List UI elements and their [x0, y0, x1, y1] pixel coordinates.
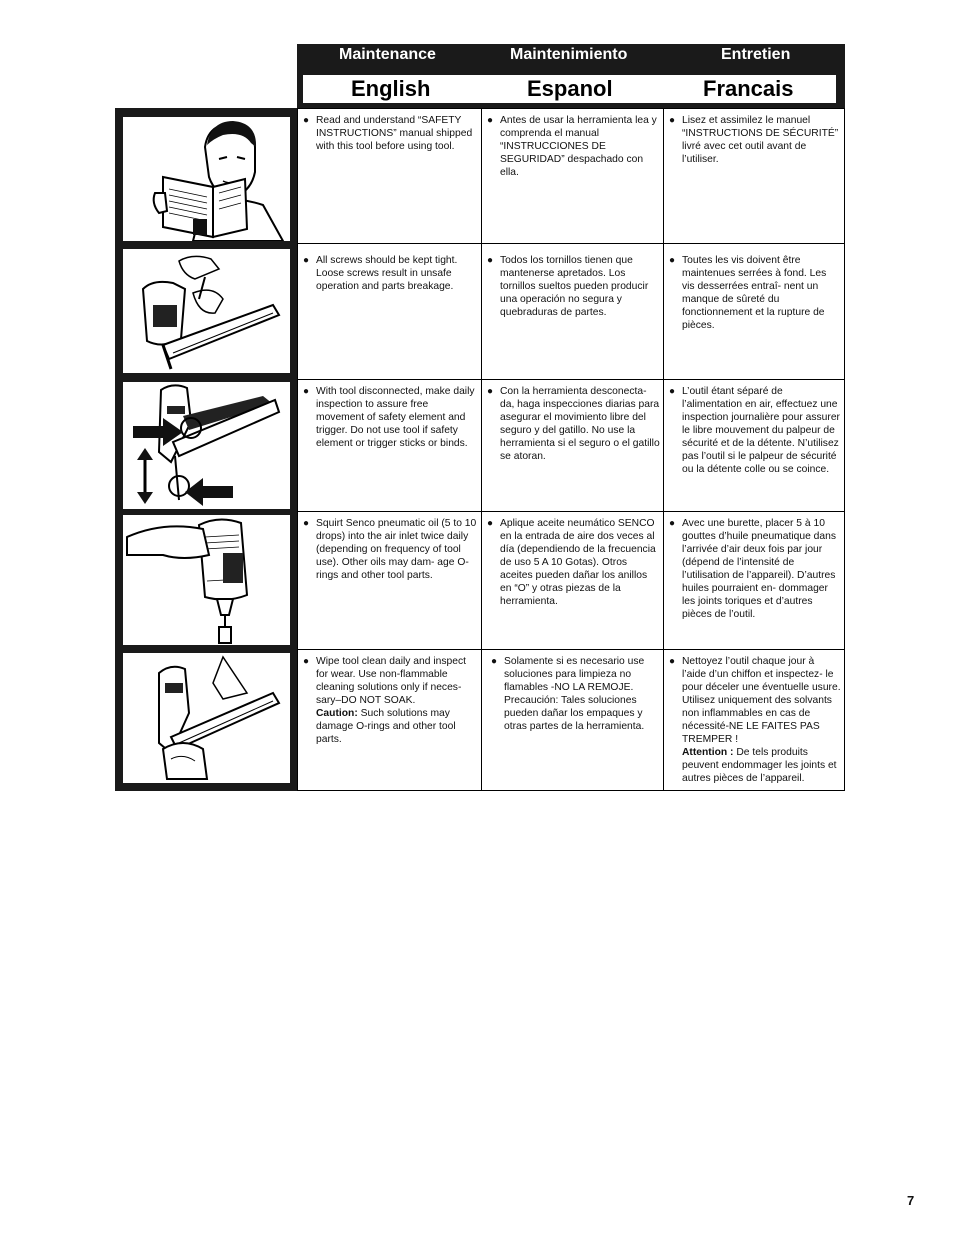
row1-french-cell	[663, 108, 845, 244]
row3-spanish-cell	[481, 379, 664, 512]
row3-french-text: L’outil étant séparé de l’alimentation en air, effectuez une inspection journalière pour assurer le libre mouvement du palpeur de sécurité et de la détente. N’utilisez pas l’outil si le palpeur de sécurité ou la détente colle ou se coince.	[682, 386, 840, 475]
bullet-icon: ●	[487, 115, 494, 126]
bullet-icon: ●	[669, 386, 676, 397]
header-maintenimiento: Maintenimiento	[510, 46, 628, 63]
row3-french-cell	[663, 379, 845, 512]
bullet-icon: ●	[669, 518, 676, 529]
language-bar	[303, 75, 836, 103]
row5-spanish-cell	[481, 649, 664, 791]
row2-french-cell	[663, 243, 845, 380]
row2-french-text: Toutes les vis doivent être maintenues serrées à fond. Les vis desserrées entraî- nent un manque de sûreté du fonctionnement et la rupture de pièces.	[682, 255, 827, 331]
row2-english-text: All screws should be kept tight. Loose screws result in unsafe operation and parts breakage.	[316, 255, 458, 292]
row5-english-caution-text: Such solutions may damage O-rings and other tool parts.	[316, 708, 456, 745]
row5-english-text: Wipe tool clean daily and inspect for wear. Use non-flammable cleaning solutions only if neces- sary–DO NOT SOAK.	[316, 656, 466, 706]
bullet-icon: ●	[303, 386, 310, 397]
wipe-tool-clean-icon	[123, 653, 290, 783]
bullet-icon: ●	[303, 115, 310, 126]
bullet-icon: ●	[303, 656, 310, 667]
row4-english-cell	[297, 511, 482, 650]
inspect-safety-element-icon	[123, 382, 290, 509]
row1-spanish-cell	[481, 108, 664, 244]
page-number: 7	[907, 1193, 915, 1208]
row5-spanish-text: Solamente si es necesario use soluciones para limpieza no flamables -NO LA REMOJE. Precaución: Tales soluciones pueden dañar los empaques y otras partes de la herramienta.	[504, 656, 645, 732]
section-header	[297, 44, 845, 108]
bullet-icon: ●	[303, 255, 310, 266]
row3-english-text: With tool disconnected, make daily inspection to assure free movement of safety element and trigger. Do not use tool if safety element or trigger sticks or binds.	[316, 386, 475, 449]
header-entretien: Entretien	[721, 46, 791, 63]
tighten-screws-icon	[123, 249, 290, 373]
row2-spanish-cell	[481, 243, 664, 380]
row5-french-cell	[663, 649, 845, 791]
row5-french-attention-text: De tels produits peuvent endommager les joints et autres pièces de l’appareil.	[682, 747, 837, 784]
row5-french-attention-label: Attention :	[682, 747, 734, 758]
bullet-icon: ●	[303, 518, 310, 529]
row3-english-cell	[297, 379, 482, 512]
language-espanol: Espanol	[527, 76, 613, 101]
row4-french-cell	[663, 511, 845, 650]
row1-english-text: Read and understand “SAFETY INSTRUCTIONS” manual shipped with this tool before using tool.	[316, 115, 473, 152]
row1-spanish-text: Antes de usar la herramienta lea y comprenda el manual “INSTRUCCIONES DE SEGURIDAD” despachado con ella.	[500, 115, 657, 178]
bullet-icon: ●	[487, 518, 494, 529]
row4-french-text: Avec une burette, placer 5 à 10 gouttes d’huile pneumatique dans l’arrivée d’air deux fois par jour (dépend de l’intensité de l’utilisation de l’appareil). D’autres huiles pourraient en- dommager les joints toriques et d’autres pièces de l’outil.	[682, 518, 836, 620]
row5-english-cell	[297, 649, 482, 791]
language-english: English	[351, 76, 431, 101]
oil-bottle-icon	[123, 515, 290, 645]
row5-english-caution-label: Caution:	[316, 708, 358, 719]
row3-spanish-text: Con la herramienta desconecta- da, haga inspecciones diarias para asegurar el movimiento libre del seguro y del gatillo. No use la herramienta si el seguro o el gatillo se atoran.	[500, 386, 660, 462]
person-reading-manual-icon	[123, 117, 290, 241]
maintenance-table	[297, 108, 845, 791]
row2-english-cell	[297, 243, 482, 380]
header-maintenance: Maintenance	[339, 46, 436, 63]
row5-french-text: Nettoyez l’outil chaque jour à l’aide d’un chiffon et inspectez- le pour déceler une éventuelle usure. Utilisez uniquement des solvants non inflammables en cas de nécessité-NE LE FAITES PAS TREMPER !	[682, 656, 841, 745]
row2-spanish-text: Todos los tornillos tienen que mantenerse apretados. Los tornillos sueltos pueden producir una operación no segura y quebraduras de partes.	[500, 255, 649, 318]
row4-spanish-text: Aplique aceite neumático SENCO en la entrada de aire dos veces al día (dependiendo de la frecuencia de uso 5 A 10 Gotas). Otros aceites pueden dañar los anillos en “O” y otras piezas de la herramienta.	[500, 518, 656, 607]
bullet-icon: ●	[669, 656, 676, 667]
row4-english-text: Squirt Senco pneumatic oil (5 to 10 drops) into the air inlet twice daily (depending on frequency of tool use). Other oils may dam- age O-rings and other tool parts.	[316, 518, 477, 581]
row4-spanish-cell	[481, 511, 664, 650]
row1-french-text: Lisez et assimilez le manuel “INSTRUCTIONS DE SÉCURITÉ” livré avec cet outil avant de l’utiliser.	[682, 115, 839, 165]
bullet-icon: ●	[669, 255, 676, 266]
bullet-icon: ●	[487, 386, 494, 397]
bullet-icon: ●	[669, 115, 676, 126]
row1-english-cell	[297, 108, 482, 244]
bullet-icon: ●	[491, 656, 498, 667]
language-francais: Francais	[703, 76, 794, 101]
bullet-icon: ●	[487, 255, 494, 266]
